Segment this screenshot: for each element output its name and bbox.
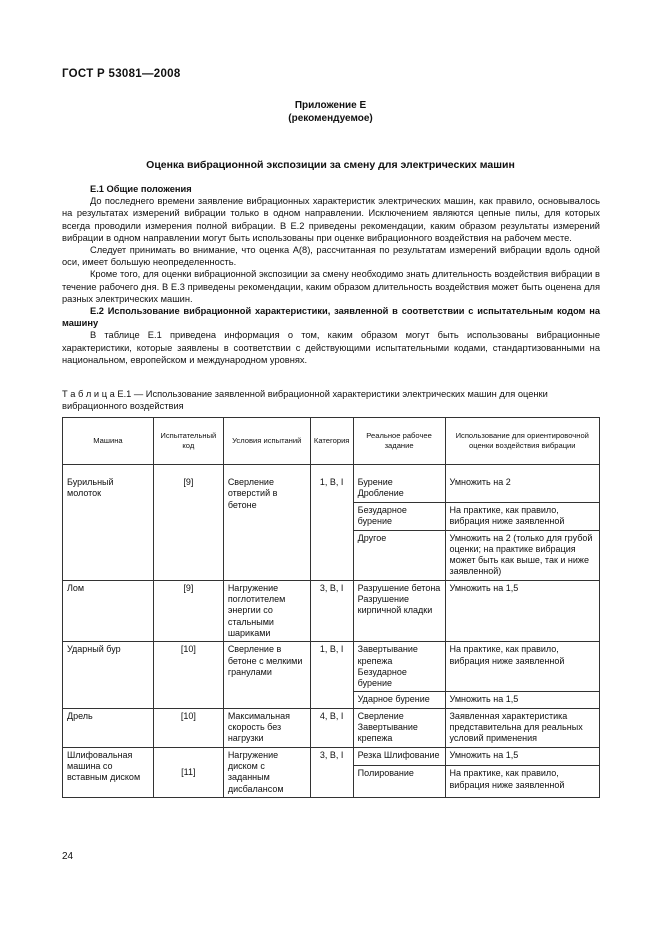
cell-task: Безударное бурение — [353, 503, 445, 531]
cell-code: [10] — [153, 642, 223, 708]
cell-category: 1, B, I — [310, 642, 353, 708]
cell-task: Сверление Завертывание крепежа — [353, 708, 445, 747]
header-category: Категория — [310, 418, 353, 465]
cell-code: [9] — [153, 465, 223, 581]
heading-e1: Е.1 Общие положения — [90, 184, 192, 194]
header-use: Использование для ориентировочной оценки воздействия вибрации — [445, 418, 600, 465]
body-text — [62, 183, 600, 366]
cell-use: Умножить на 1,5 — [445, 580, 600, 641]
cell-machine: Лом — [63, 580, 154, 641]
cell-task: Резка Шлифование — [353, 747, 445, 766]
cell-task: Разрушение бетона Разрушение кирпичной кладки — [353, 580, 445, 641]
cell-use: Заявленная характеристика представительна для реальных условий применения — [445, 708, 600, 747]
cell-use: На практике, как правило, вибрация ниже заявленной — [445, 503, 600, 531]
cell-use: На практике, как правило, вибрация ниже заявленной — [445, 642, 600, 692]
cell-category: 4, B, I — [310, 708, 353, 747]
table-row — [63, 580, 600, 641]
page-number: 24 — [62, 851, 74, 862]
header-conditions: Условия испытаний — [223, 418, 310, 465]
cell-conditions: Сверление в бетоне с мелкими гранулами — [223, 642, 310, 708]
cell-machine: Дрель — [63, 708, 154, 747]
section-title: Оценка вибрационной экспозиции за смену для электрических машин — [146, 159, 515, 171]
cell-use: Умножить на 2 — [445, 465, 600, 503]
cell-machine: Ударный бур — [63, 642, 154, 708]
cell-category: 3, B, I — [310, 747, 353, 797]
header-test-code: Испытательный код — [153, 418, 223, 465]
cell-task: Завертывание крепежа Безударное бурение — [353, 642, 445, 692]
cell-conditions: Нагружение диском с заданным дисбалансом — [223, 747, 310, 797]
cell-use: На практике, как правило, вибрация ниже заявленной — [445, 766, 600, 798]
table-row — [63, 747, 600, 766]
cell-use: Умножить на 1,5 — [445, 747, 600, 766]
cell-code: [11] — [153, 747, 223, 797]
cell-task: Полирование — [353, 766, 445, 798]
table-caption: Т а б л и ц а Е.1 — Использование заявленной вибрационной характеристики электрических машин для оценки вибрационного воздействия — [62, 389, 548, 411]
document-header: ГОСТ Р 53081—2008 — [62, 68, 181, 80]
cell-use: Умножить на 1,5 — [445, 692, 600, 708]
cell-task: Бурение Дробление — [353, 465, 445, 503]
cell-conditions: Максимальная скорость без нагрузки — [223, 708, 310, 747]
cell-task: Ударное бурение — [353, 692, 445, 708]
cell-code: [9] — [153, 580, 223, 641]
cell-category: 1, B, I — [310, 465, 353, 581]
paragraph-1: До последнего времени заявление вибрационных характеристик электрических машин, как правило, основывалось на результатах измерений вибрации только в одном направлении. Исключением являются цепные пилы, для которых всегда проводили измерения полной вибрации. В Е.2 приведены рекомендации, каким образом результаты измерений вибрации в одном направлении могут быть использованы при оценке вибрационного воздействия на рабочем месте. — [62, 196, 600, 243]
cell-code: [10] — [153, 708, 223, 747]
heading-e2: Е.2 Использование вибрационной характеристики, заявленной в соответствии с испытательным кодом на машину — [62, 306, 600, 329]
cell-machine: Шлифовальная машина со вставным диском — [63, 747, 154, 797]
cell-conditions: Сверление отверстий в бетоне — [223, 465, 310, 581]
cell-task: Другое — [353, 530, 445, 580]
paragraph-3: Кроме того, для оценки вибрационной экспозиции за смену необходимо знать длительность воздействия вибрации в течение рабочего дня. В Е.3 приведены рекомендации, каким образом длительность воздействия может быть оценена для разных электрических машин. — [62, 269, 600, 304]
cell-use: Умножить на 2 (только для грубой оценки; на практике вибрация может быть как выше, так и ниже заявленной) — [445, 530, 600, 580]
table-row — [63, 465, 600, 503]
appendix-title: Приложение Е — [294, 100, 367, 111]
header-machine: Машина — [63, 418, 154, 465]
table-header-row — [63, 418, 600, 465]
vibration-table — [62, 417, 600, 798]
appendix-subtitle: (рекомендуемое) — [288, 113, 373, 124]
cell-category: 3, B, I — [310, 580, 353, 641]
paragraph-2: Следует принимать во внимание, что оценка A(8), рассчитанная по результатам измерений вибрации вдоль одной оси, имеет большую неопределенность. — [62, 245, 600, 268]
table-row — [63, 642, 600, 692]
table-row — [63, 708, 600, 747]
paragraph-4: В таблице Е.1 приведена информация о том, каким образом могут быть использованы вибрационные характеристики, которые заявлены в соответствии с действующими испытательными кодами, стандартизованными на национальном, европейском и международном уровнях. — [62, 330, 600, 365]
header-task: Реальное рабочее задание — [353, 418, 445, 465]
cell-conditions: Нагружение поглотителем энергии со стальными шариками — [223, 580, 310, 641]
cell-machine: Бурильный молоток — [63, 465, 154, 581]
